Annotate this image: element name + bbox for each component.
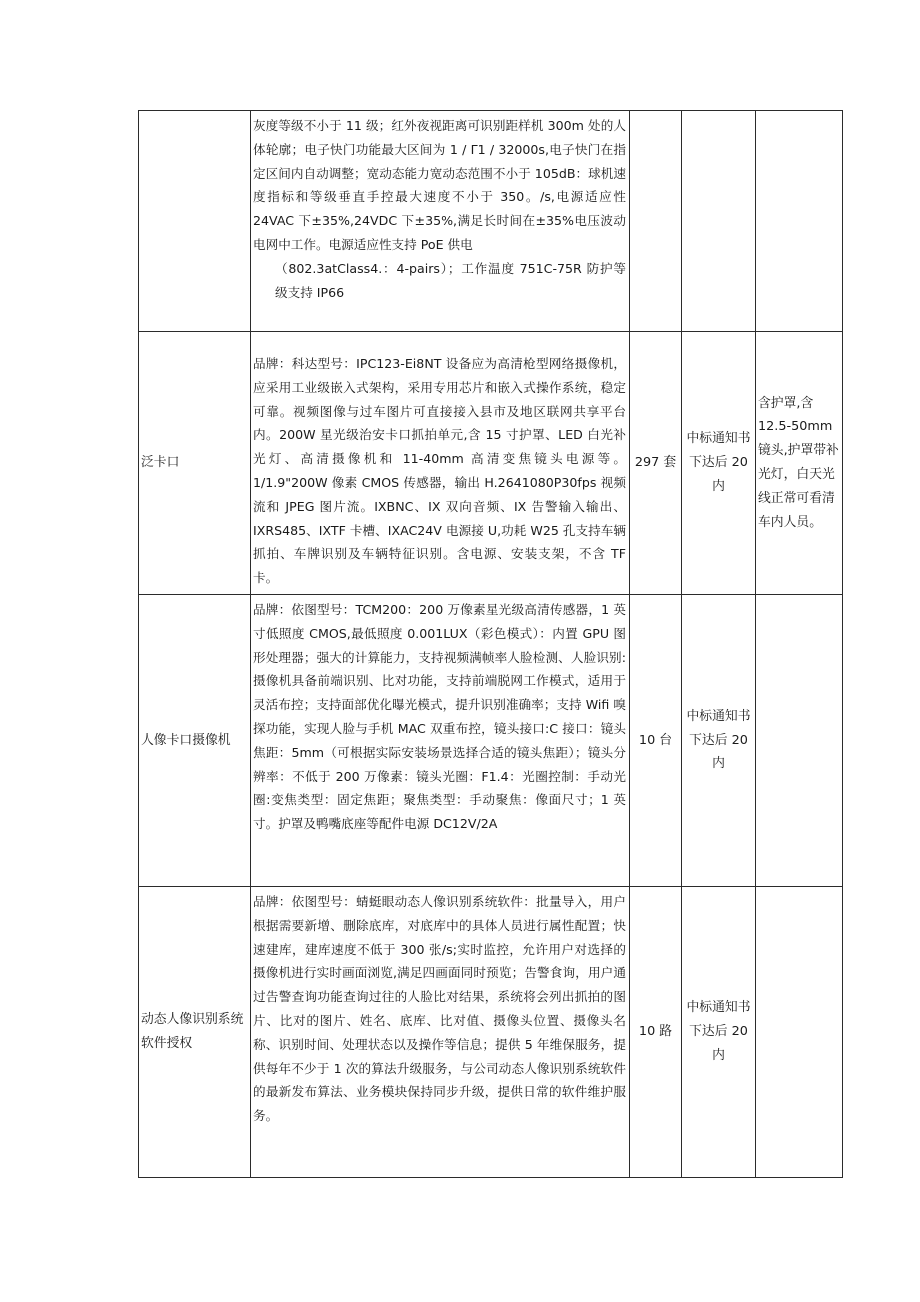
table-row [139,111,843,332]
item-spec-cell [251,332,630,595]
spec-text: （802.3atClass4.：4-pairs）；工作温度 751C-75R 防护等级支持 IP66 [275,260,626,300]
item-qty-cell: 10 台 [630,595,682,887]
spec-text: 灰度等级不小于 11 级；红外夜视距离可识别距样机 300m 处的人体轮廓；电子快门功能最大区间为 1 / Γ1 / 32000s,电子快门在指定区间内自动调整；宽动态能力宽动态范围不小于 105dB：球机速度指标和等级垂直手控最大速度不小于 350。/s,电源适应性 24VAC 下±35%,24VDC 下±35%,满足长时间在±35%电压波动电网中工作。电源适应性支持 PoE 供电 [253,118,626,252]
item-delivery-cell: 中标通知书下达后 20 内 [682,332,756,595]
item-name-cell: 泛卡口 [139,332,251,595]
item-delivery-cell: 中标通知书下达后 20 内 [682,595,756,887]
table-row [139,332,843,595]
item-note-cell [756,595,843,887]
table-row [139,887,843,1178]
item-name-cell [139,111,251,332]
item-spec-cell [251,111,630,332]
item-delivery-cell [682,111,756,332]
spec-text: 品牌：科达型号：IPC123-Ei8NT 设备应为高清枪型网络摄像机，应采用工业级嵌入式架构，采用专用芯片和嵌入式操作系统，稳定可靠。视频图像与过车图片可直接接入县市及地区联网共享平台内。200W 星光级治安卡口抓拍单元,含 15 寸护罩、LED 白光补光灯、高清摄像机和 11-40mm 高清变焦镜头电源等。1/1.9"200W 像素 CMOS 传感器，输出 H.2641080P30fps 视频流和 JPEG 图片流。IXBNC、IX 双向音频、IX 告警输入输出、IXRS485、IXTF 卡槽、IXAC24V 电源接 U,功耗 W25 孔支持车辆抓拍、车牌识别及车辆特征识别。含电源、安装支架，不含 TF 卡。 [253,356,626,586]
spec-text: 品牌：依图型号：蜻蜓眼动态人像识别系统软件：批量导入，用户根据需要新增、删除底库，对底库中的具体人员进行属性配置；快速建库，建库速度不低于 300 张/s;实时监控，允许用户对选择的摄像机进行实时画面浏览,满足四画面同时预览；告警食询，用户通过告警查询功能查询过往的人脸比对结果，系统将会列出抓拍的图片、比对的图片、姓名、底库、比对值、摄像头位置、摄像头名称、识别时间、处理状态以及操作等信息；提供 5 年维保服务，提供每年不少于 1 次的算法升级服务，与公司动态人像识别系统软件的最新发布算法、业务模块保持同步升级，提供日常的软件维护服务。 [253,894,626,1124]
spec-table [138,110,843,1178]
item-spec-cell [251,887,630,1178]
item-qty-cell: 10 路 [630,887,682,1178]
spec-text: 品牌：依图型号：TCM200：200 万像素星光级高清传感器，1 英寸低照度 CMOS,最低照度 0.001LUX（彩色模式）：内置 GPU 图形处理器；强大的计算能力，支持视频满帧率人脸检测、人脸识别:摄像机具备前端识别、比对功能，支持前端脱网工作模式，适用于灵活布控；支持面部优化曝光模式，提升识别准确率；支持 Wifi 嗅探功能，实现人脸与手机 MAC 双重布控，镜头接口:C 接口：镜头焦距：5mm（可根据实际安装场景选择合适的镜头焦距）；镜头分辨率：不低于 200 万像素：镜头光圈：F1.4：光圈控制：手动光圈:变焦类型：固定焦距；聚焦类型：手动聚焦：像面尺寸；1 英寸。护罩及鸭嘴底座等配件电源 DC12V/2A [253,602,626,832]
table-row [139,595,843,887]
item-name-cell: 动态人像识别系统软件授权 [139,887,251,1178]
item-name-cell: 人像卡口摄像机 [139,595,251,887]
item-note-cell [756,111,843,332]
item-delivery-cell: 中标通知书下达后 20 内 [682,887,756,1178]
item-spec-cell [251,595,630,887]
item-note-cell [756,887,843,1178]
item-qty-cell [630,111,682,332]
item-note-cell: 含护罩,含 12.5-50mm 镜头,护罩带补光灯，白天光线正常可看清车内人员。 [756,332,843,595]
item-qty-cell: 297 套 [630,332,682,595]
